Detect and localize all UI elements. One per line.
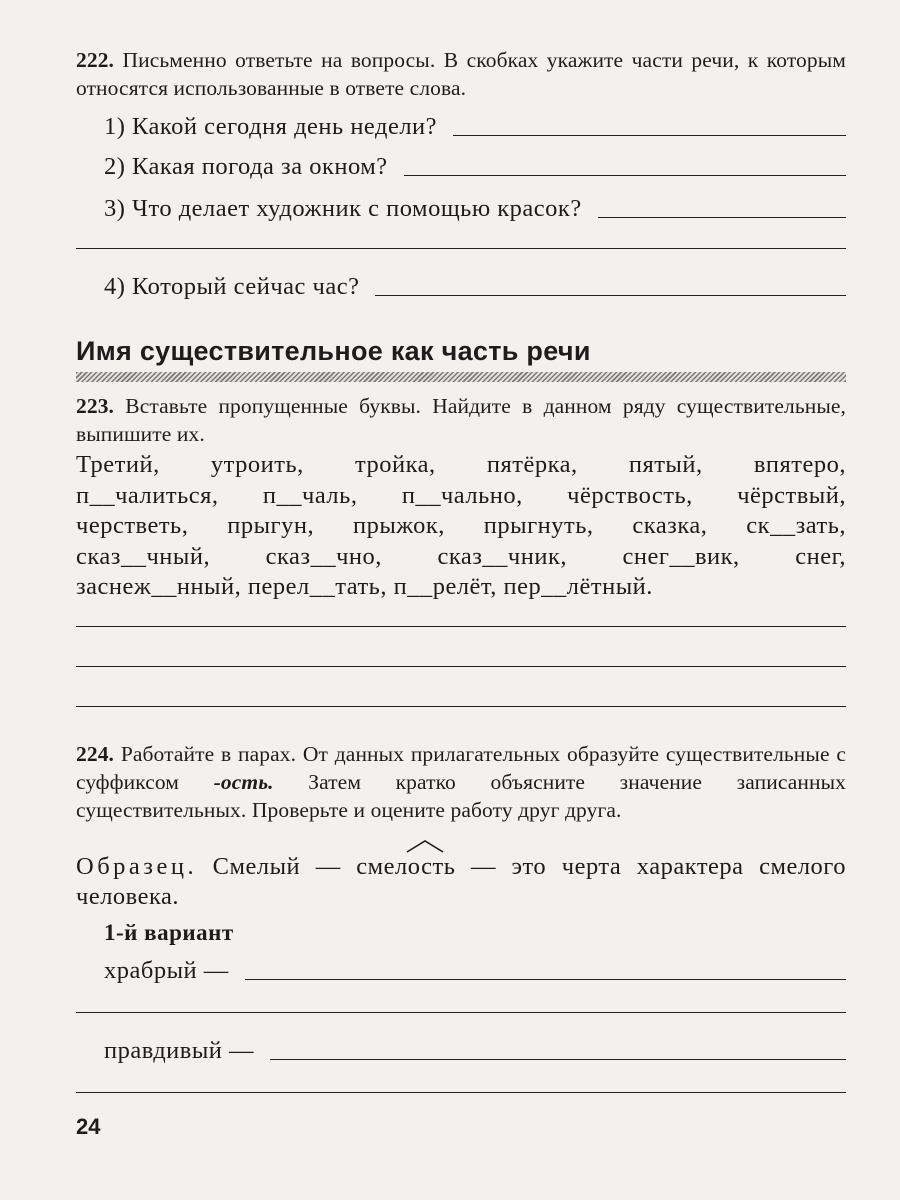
question-3-row bbox=[76, 186, 846, 224]
example-block bbox=[76, 852, 846, 912]
example-derived-word bbox=[356, 853, 455, 880]
task-224-text-before: Работайте в парах. От данных прилагательных образуйте существительные с суффиксом bbox=[76, 742, 847, 794]
answer-line-3-continued[interactable] bbox=[76, 248, 846, 249]
item-2-answer-line-continued[interactable] bbox=[76, 1092, 846, 1093]
answer-line-223-3[interactable] bbox=[76, 706, 846, 707]
question-3: 3) Что делает художник с помощью красок? bbox=[104, 195, 582, 222]
task-223-instructions bbox=[76, 392, 846, 448]
item-2-answer-line[interactable] bbox=[270, 1059, 846, 1060]
word-line-2: п__чалиться, п__чаль, п__чально, чёрствость, чёрствый, bbox=[76, 481, 846, 509]
word-line-4: сказ__чный, сказ__чно, сказ__чник, снег__вик, снег, bbox=[76, 542, 846, 570]
item-2-row bbox=[76, 1028, 846, 1066]
word-line-1: Третий, утроить, тройка, пятёрка, пятый, впятеро, bbox=[76, 451, 846, 478]
task-224-number: 224. bbox=[76, 742, 115, 766]
section-divider bbox=[76, 372, 846, 382]
item-2: правдивый — bbox=[104, 1037, 255, 1064]
suffix-arc-icon bbox=[405, 838, 445, 854]
task-223-text: Вставьте пропущенные буквы. Найдите в данном ряду существительные, выпишите их. bbox=[76, 394, 846, 446]
example-root: смел bbox=[356, 853, 408, 880]
question-4: 4) Который сейчас час? bbox=[104, 273, 360, 300]
example-suffix: ость bbox=[407, 853, 456, 880]
task-223-number: 223. bbox=[76, 394, 115, 418]
suffix-mark bbox=[408, 852, 456, 882]
suffix-ost: -ость. bbox=[213, 770, 274, 794]
word-list bbox=[76, 450, 846, 603]
variant-heading: 1-й вариант bbox=[104, 920, 234, 945]
item-1-answer-line-continued[interactable] bbox=[76, 1012, 846, 1013]
answer-line-4[interactable] bbox=[375, 295, 846, 296]
answer-line-223-1[interactable] bbox=[76, 626, 846, 627]
task-224-instructions bbox=[76, 740, 846, 824]
word-line-5: заснеж__нный, перел__тать, п__релёт, пер__лётный. bbox=[76, 573, 653, 600]
task-222-number: 222. bbox=[76, 48, 115, 72]
question-4-row bbox=[76, 264, 846, 302]
question-2: 2) Какая погода за окном? bbox=[104, 153, 388, 180]
workbook-page bbox=[76, 40, 846, 1170]
answer-line-3[interactable] bbox=[598, 217, 846, 218]
task-224-text-after: Затем кратко объясните значение записанных существительных. Проверьте и оцените работу друг друга. bbox=[76, 770, 846, 822]
page-number: 24 bbox=[76, 1114, 101, 1139]
task-222-text: Письменно ответьте на вопросы. В скобках укажите части речи, к которым относятся использованные в ответе слова. bbox=[76, 48, 846, 100]
question-1-row bbox=[76, 104, 846, 142]
task-222-instructions bbox=[76, 46, 846, 102]
example-word: Смелый — bbox=[212, 853, 341, 880]
item-1-answer-line[interactable] bbox=[245, 979, 846, 980]
section-title: Имя существительное как часть речи bbox=[76, 336, 591, 366]
question-1: 1) Какой сегодня день недели? bbox=[104, 113, 438, 140]
item-1: храбрый — bbox=[104, 957, 229, 984]
item-1-row bbox=[76, 948, 846, 986]
question-2-row bbox=[76, 144, 846, 182]
answer-line-223-2[interactable] bbox=[76, 666, 846, 667]
answer-line-1[interactable] bbox=[453, 135, 846, 136]
word-line-3: черстветь, прыгун, прыжок, прыгнуть, сказка, ск__зать, bbox=[76, 512, 846, 539]
example-label: Образец. bbox=[76, 853, 198, 880]
answer-line-2[interactable] bbox=[404, 175, 846, 176]
example-explanation: — это черта характера смелого человека. bbox=[76, 853, 846, 910]
